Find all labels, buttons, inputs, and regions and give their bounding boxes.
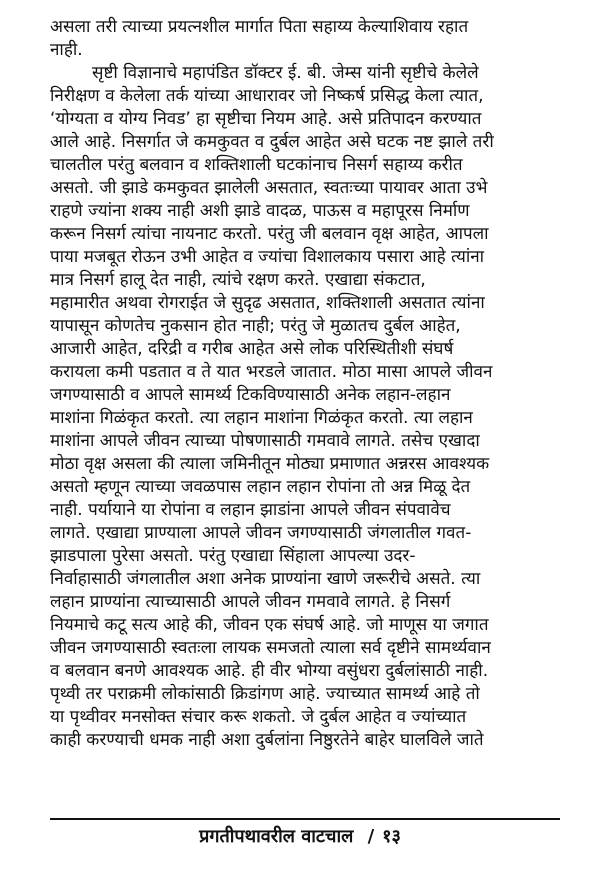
text-line: नियमाचे कटू सत्य आहे की, जीवन एक संघर्ष आहे. जो माणूस या जगात — [50, 615, 489, 635]
footer-separator: / — [367, 826, 375, 847]
text-line: झाडपाला पुरेसा असतो. परंतु एखाद्या सिंहाला आपल्या उदर- — [50, 546, 416, 566]
page-number: १३ — [382, 826, 401, 847]
text-line: पृथ्वी तर पराक्रमी लोकांसाठी क्रिडांगण आहे. ज्याच्यात सामर्थ्य आहे तो — [50, 684, 480, 704]
text-line: करायला कमी पडतात व ते यात भरडले जातात. मोठा मासा आपले जीवन — [50, 362, 493, 382]
text-line: नाही. — [50, 40, 83, 60]
text-line: लागते. एखाद्या प्राण्याला आपले जीवन जगण्यासाठी जंगलातील गवत- — [50, 523, 472, 543]
text-line: जीवन जगण्यासाठी स्वतःला लायक समजतो त्याला सर्व दृष्टीने सामर्थ्यवान — [50, 638, 491, 658]
text-line: माशांना गिळंकृत करतो. त्या लहान माशांना गिळंकृत करतो. त्या लहान — [50, 408, 473, 428]
text-line: जगण्यासाठी व आपले सामर्थ्य टिकविण्यासाठी अनेक लहान-लहान — [50, 385, 451, 405]
text-line: चालतील परंतु बलवान व शक्तिशाली घटकांनाच निसर्ग सहाय्य करीत — [50, 155, 463, 175]
page-footer — [0, 822, 600, 852]
text-line: काही करण्याची धमक नाही अशा दुर्बलांना निष्ठुरतेने बाहेर घालविले जाते — [50, 730, 484, 750]
text-line: मात्र निसर्ग हालू देत नाही, त्यांचे रक्षण करते. एखाद्या संकटात, — [50, 270, 426, 290]
text-line: लहान प्राण्यांना त्याच्यासाठी आपले जीवन गमवावे लागते. हे निसर्ग — [50, 592, 451, 612]
text-line: करून निसर्ग त्यांचा नायनाट करतो. परंतु जी बलवान वृक्ष आहेत, आपला — [50, 224, 489, 244]
body-text — [50, 16, 560, 752]
text-line: आले आहे. निसर्गात जे कमकुवत व दुर्बल आहेत असे घटक नष्ट झाले तरी — [50, 132, 494, 152]
text-line: व बलवान बनणे आवश्यक आहे. ही वीर भोग्या वसुंधरा दुर्बलांसाठी नाही. — [50, 661, 489, 681]
text-line: नाही. पर्यायाने या रोपांना व लहान झाडांना आपले जीवन संपवावेच — [50, 500, 451, 520]
book-title: प्रगतीपथावरील वाटचाल — [199, 826, 354, 847]
text-line: महामारीत अथवा रोगराईत जे सुदृढ असतात, शक्तिशाली असतात त्यांना — [50, 293, 485, 313]
text-line: माशांना आपले जीवन त्याच्या पोषणासाठी गमवावे लागते. तसेच एखादा — [50, 431, 480, 451]
text-line: आजारी आहेत, दरिद्री व गरीब आहेत असे लोक परिस्थितीशी संघर्ष — [50, 339, 454, 359]
text-line: निर्वाहासाठी जंगलातील अशा अनेक प्राण्यांना खाणे जरूरीचे असते. त्या — [50, 569, 481, 589]
footer-divider — [50, 818, 560, 820]
text-line: निरीक्षण व केलेला तर्क यांच्या आधारावर जो निष्कर्ष प्रसिद्ध केला त्यात, — [50, 86, 484, 106]
text-line: या पृथ्वीवर मनसोक्त संचार करू शकतो. जे दुर्बल आहेत व ज्यांच्यात — [50, 707, 467, 727]
text-line: असतो. जी झाडे कमकुवत झालेली असतात, स्वतःच्या पायावर आता उभे — [50, 178, 488, 198]
text-line: पाया मजबूत रोऊन उभी आहेत व ज्यांचा विशालकाय पसारा आहे त्यांना — [50, 247, 485, 267]
text-line: यापासून कोणतेच नुकसान होत नाही; परंतु जे मुळातच दुर्बल आहेत, — [50, 316, 461, 336]
text-line: असला तरी त्याच्या प्रयत्नशील मार्गात पिता सहाय्य केल्याशिवाय रहात — [50, 17, 469, 37]
text-line: असतो म्हणून त्याच्या जवळपास लहान लहान रोपांना तो अन्न मिळू देत — [50, 477, 471, 497]
text-line: ‘योग्यता व योग्य निवड’ हा सृष्टीचा नियम आहे. असे प्रतिपादन करण्यात — [50, 109, 482, 129]
text-line: राहणे ज्यांना शक्य नाही अशी झाडे वादळ, पाऊस व महापूरस निर्माण — [50, 201, 470, 221]
text-line: मोठा वृक्ष असला की त्याला जमिनीतून मोठ्या प्रमाणात अन्नरस आवश्यक — [50, 454, 490, 474]
text-line: सृष्टी विज्ञानाचे महापंडित डॉक्टर ई. बी. जेम्स यांनी सृष्टीचे केलेले — [92, 63, 479, 83]
